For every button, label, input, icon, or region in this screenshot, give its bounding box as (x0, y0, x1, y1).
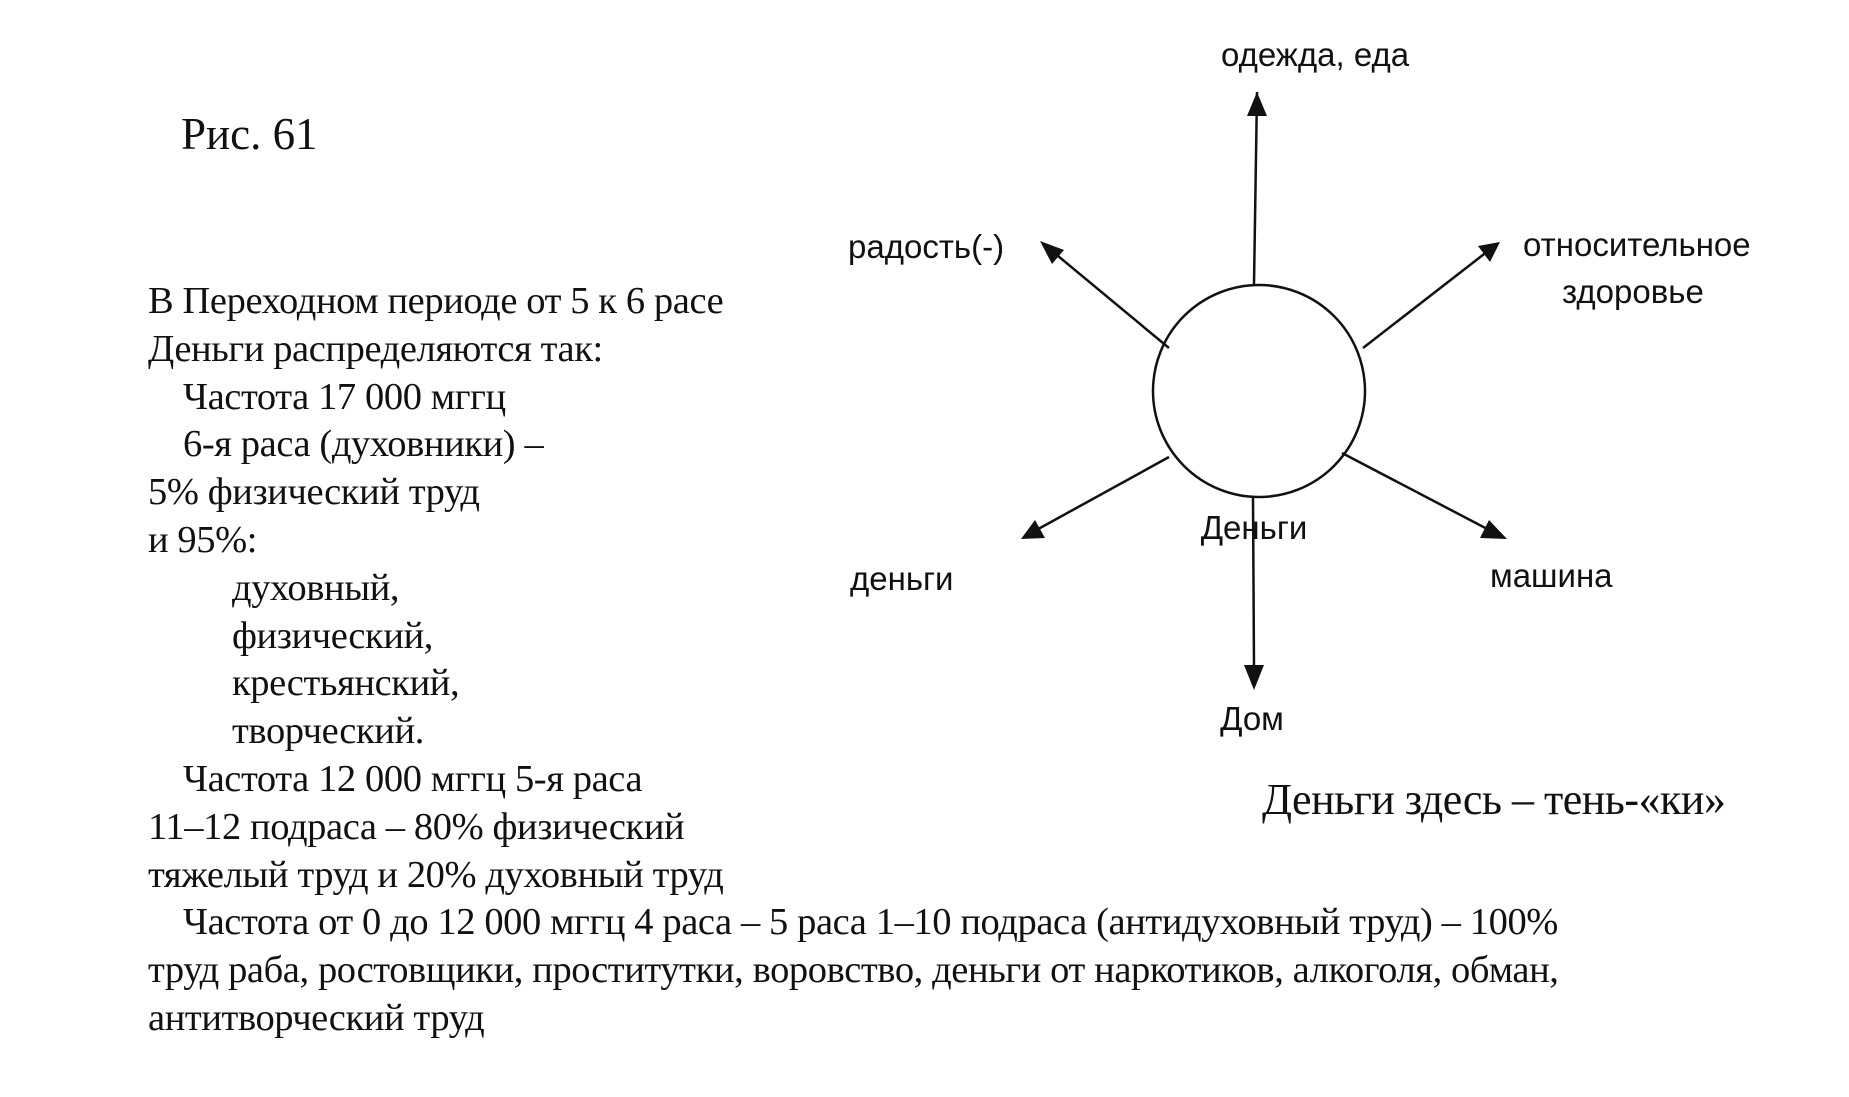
label-top: одежда, еда (1220, 36, 1410, 73)
text-line: 11–12 подраса – 80% физический (148, 805, 685, 848)
money-circle (1153, 285, 1365, 497)
arrow-up-right (1363, 244, 1497, 348)
arrowhead-down-right (1480, 520, 1507, 539)
label-bottom-left: деньги (850, 560, 954, 597)
text-line: антитворческий труд (148, 996, 485, 1039)
text-line: Частота 12 000 мггц 5-я раса (183, 757, 643, 800)
label-top-right-1: относительное (1523, 226, 1751, 263)
label-top-right-2: здоровье (1562, 273, 1704, 310)
text-line: и 95%: (148, 518, 258, 561)
arrow-up-left (1046, 246, 1169, 348)
arrow-up (1254, 92, 1257, 284)
arrow-down-left (1031, 457, 1169, 533)
label-top-left: радость(-) (848, 228, 1005, 265)
arrowhead-down (1244, 665, 1264, 690)
text-line: тяжелый труд и 20% духовный труд (148, 853, 724, 896)
arrowhead-down-left (1021, 520, 1045, 539)
label-bottom: Дом (1220, 700, 1284, 737)
text-line: творческий. (232, 710, 424, 753)
figure-label: Рис. 61 (181, 109, 318, 159)
label-center: Деньги (1200, 509, 1308, 546)
label-bottom-right: машина (1490, 557, 1613, 594)
text-line: 6-я раса (духовники) – (183, 423, 544, 466)
text-line: В Переходном периоде от 5 к 6 расе (148, 280, 724, 322)
arrow-down-right (1342, 453, 1493, 532)
text-line: физический, (232, 614, 433, 657)
arrowhead-up-right (1478, 242, 1500, 262)
text-line: Деньги распределяются так: (148, 327, 603, 370)
arrowhead-up (1247, 92, 1267, 116)
arrowhead-up-left (1040, 241, 1064, 264)
text-line: Частота от 0 до 12 000 мггц 4 раса – 5 раса 1–10 подраса (антидуховный труд) – 100% (183, 901, 1558, 944)
diagram-caption: Деньги здесь – тень-«ки» (1262, 775, 1726, 824)
text-line: крестьянский, (232, 662, 460, 705)
text-line: труд раба, ростовщики, проститутки, воровство, деньги от наркотиков, алкоголя, обман, (148, 949, 1559, 992)
text-line: духовный, (232, 566, 400, 609)
text-line: Частота 17 000 мггц (183, 375, 506, 418)
text-line: 5% физический труд (148, 471, 480, 514)
